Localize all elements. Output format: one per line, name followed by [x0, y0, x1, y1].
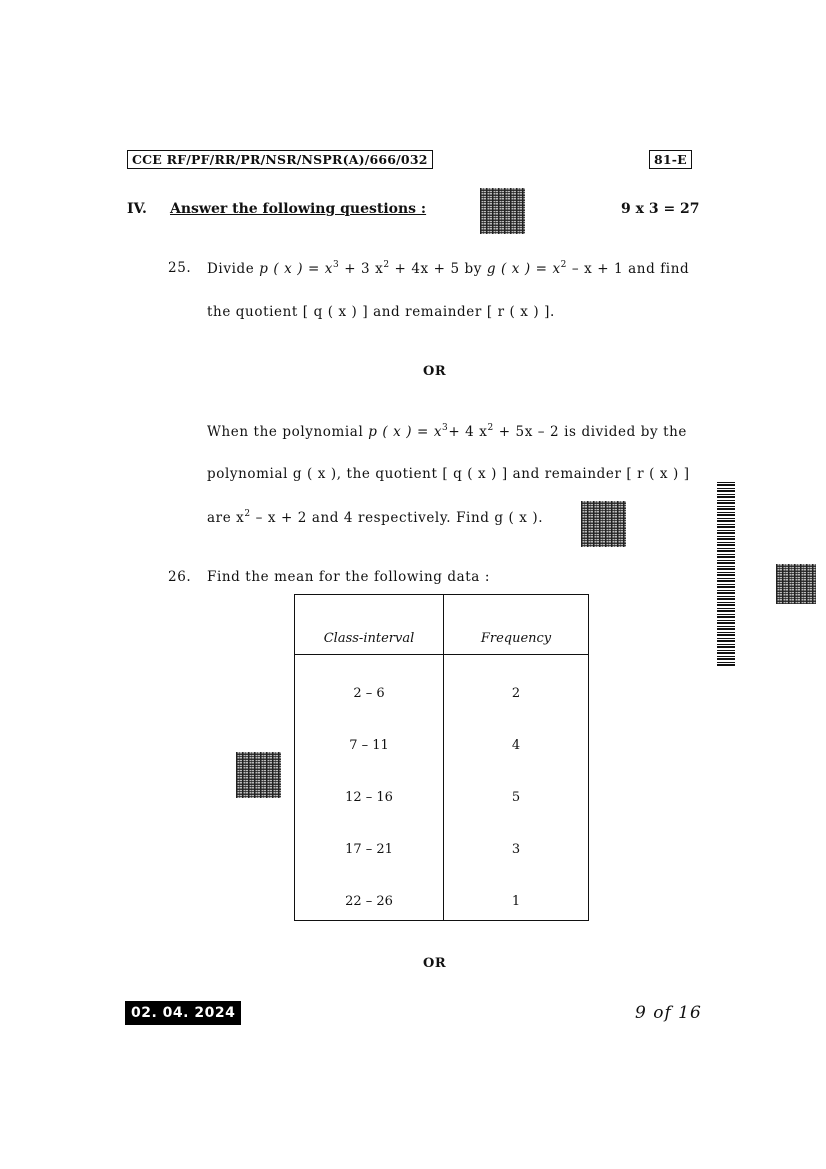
page-number: 9 of 16 — [635, 1003, 702, 1023]
question-26-text: Find the mean for the following data : — [207, 569, 490, 585]
q25-p-exp: 3 — [333, 260, 340, 270]
table-row — [295, 737, 589, 789]
section-title: Answer the following questions : — [170, 201, 427, 217]
q25-text-a: Divide — [207, 261, 260, 277]
question-25-alt-line-1 — [207, 423, 687, 440]
interval-cell: 22 – 26 — [295, 893, 444, 921]
table-row — [295, 789, 589, 841]
q25-b-exp: 2 — [383, 260, 390, 270]
question-25-alt-line-3 — [207, 509, 543, 526]
paper-code: CCE RF/PF/RR/PR/NSR/NSPR(A)/666/032 — [127, 150, 433, 169]
header-class-interval: Class-interval — [295, 595, 444, 655]
qr-code-image — [480, 188, 525, 234]
or-separator-2: OR — [423, 956, 447, 971]
q25-alt3-text-a: are x — [207, 510, 245, 526]
spacer-cell — [444, 655, 589, 685]
interval-cell: 17 – 21 — [295, 841, 444, 893]
frequency-cell: 5 — [444, 789, 589, 841]
section-number: IV. — [127, 201, 147, 217]
table-header-row — [295, 595, 589, 655]
subject-code: 81-E — [649, 150, 692, 169]
q25-alt-b-exp: 2 — [487, 423, 494, 433]
question-25-line-2: the quotient [ q ( x ) ] and remainder [ r ( x ) ]. — [207, 304, 555, 320]
frequency-cell: 4 — [444, 737, 589, 789]
spacer-cell — [295, 655, 444, 685]
q25-alt-text-b: + 4 x — [448, 424, 488, 440]
interval-cell: 2 – 6 — [295, 685, 444, 737]
q25-text-d: – x + 1 and find — [567, 261, 690, 277]
frequency-cell: 1 — [444, 893, 589, 921]
section-marks: 9 x 3 = 27 — [621, 201, 700, 217]
q25-alt-p-expr: p ( x ) = x — [368, 424, 443, 440]
q25-alt-text-c: + 5x – 2 is divided by the — [493, 424, 687, 440]
q25-g-exp: 2 — [560, 260, 567, 270]
question-number-26: 26. — [168, 569, 192, 585]
interval-cell: 12 – 16 — [295, 789, 444, 841]
q25-alt3-text-b: – x + 2 and 4 respectively. Find g ( x ). — [250, 510, 544, 526]
table-row — [295, 893, 589, 921]
q25-alt-text-a: When the polynomial — [207, 424, 369, 440]
q25-g-expr: g ( x ) = x — [486, 261, 561, 277]
table-row — [295, 685, 589, 737]
qr-code-image — [581, 501, 626, 547]
question-number-25: 25. — [168, 260, 192, 276]
qr-code-image — [776, 564, 816, 604]
class-interval-table — [294, 594, 589, 921]
question-25-alt-line-2: polynomial g ( x ), the quotient [ q ( x ) ] and remainder [ r ( x ) ] — [207, 466, 690, 482]
table-row — [295, 841, 589, 893]
header-frequency: Frequency — [444, 595, 589, 655]
or-separator-1: OR — [423, 364, 447, 379]
qr-code-image — [236, 752, 281, 798]
q25-p-expr: p ( x ) = x — [259, 261, 333, 277]
q25-alt3-exp: 2 — [244, 509, 251, 519]
exam-date: 02. 04. 2024 — [125, 1001, 241, 1025]
q25-text-b: + 3 x — [339, 261, 384, 277]
frequency-cell: 3 — [444, 841, 589, 893]
q25-text-c: + 4x + 5 by — [389, 261, 487, 277]
interval-cell: 7 – 11 — [295, 737, 444, 789]
question-25-line-1 — [207, 260, 689, 277]
frequency-cell: 2 — [444, 685, 589, 737]
q25-alt-p-exp: 3 — [442, 423, 449, 433]
barcode-image — [717, 482, 735, 666]
